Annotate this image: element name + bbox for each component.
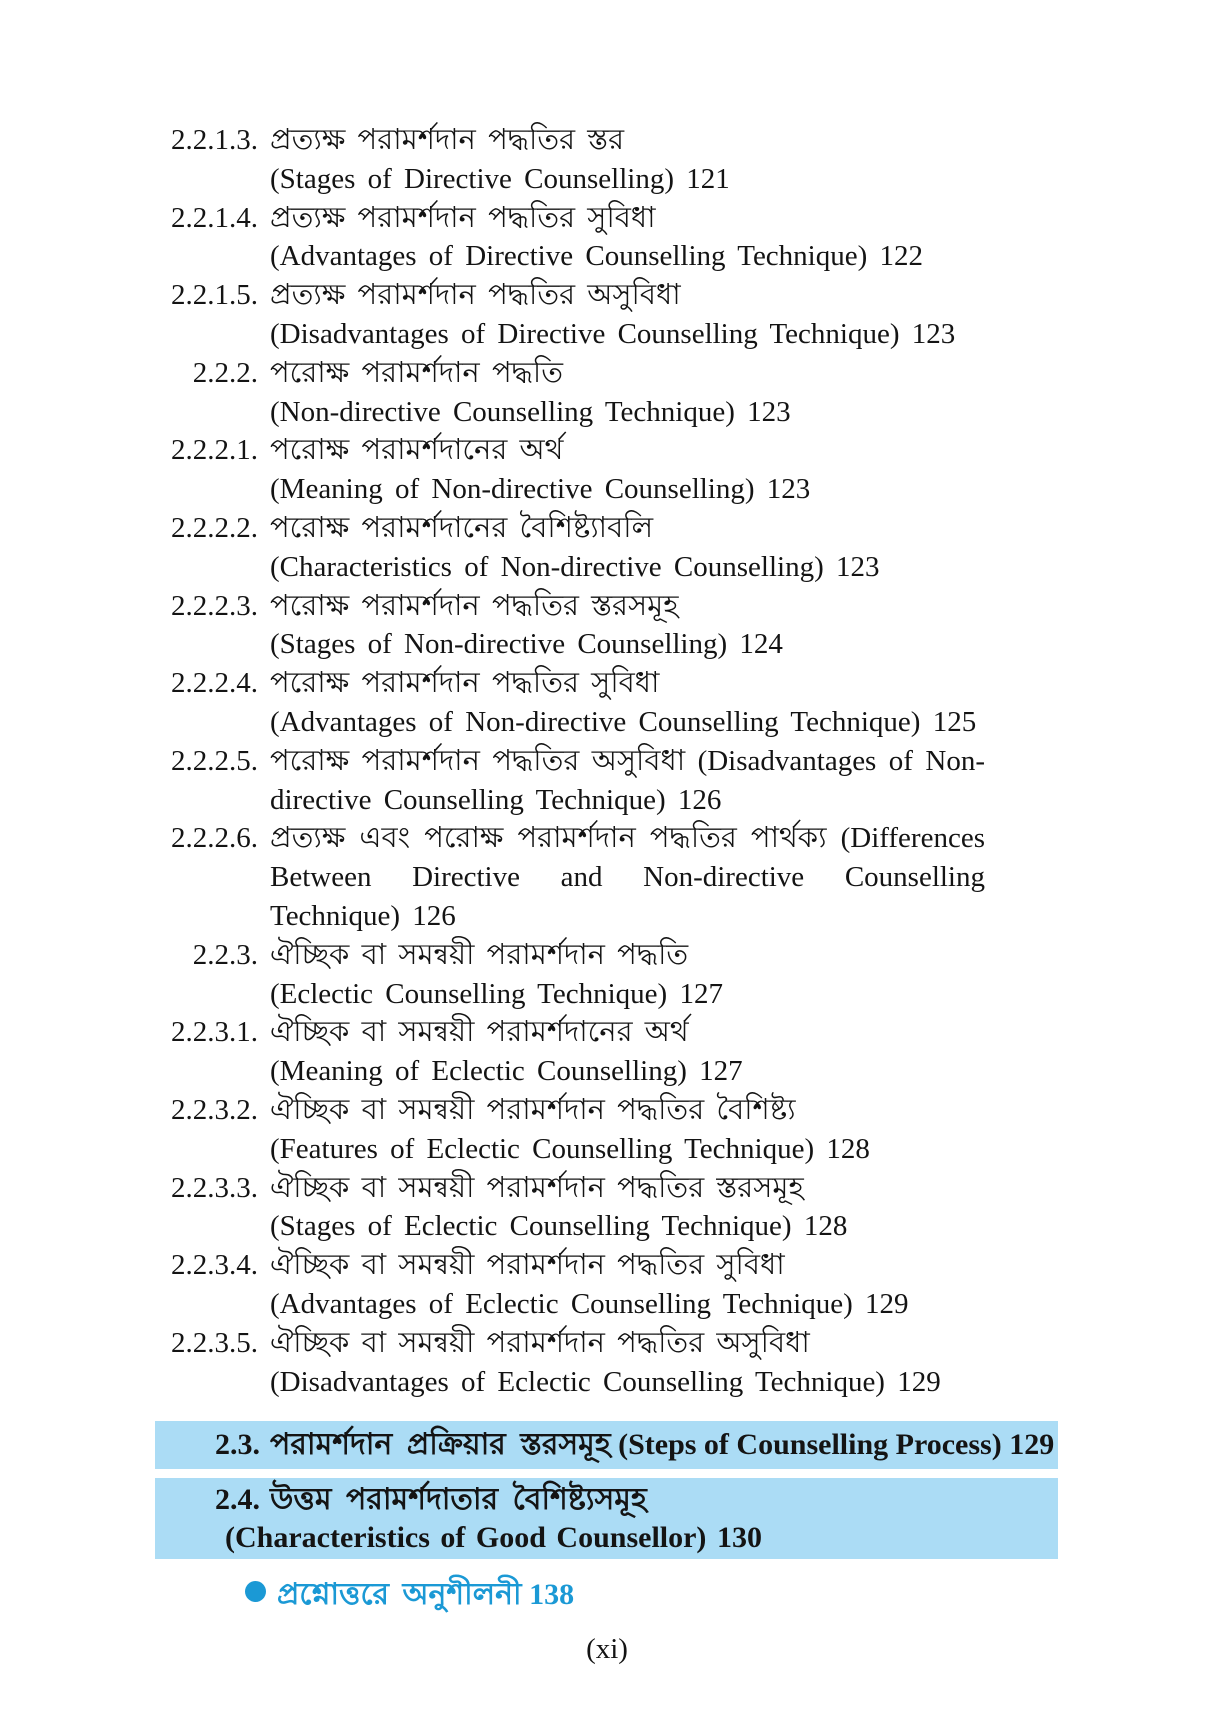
entry-number: 2.2.3.3. <box>171 1171 258 1204</box>
entry-english-text: (Advantages of Eclectic Counselling Technique) <box>270 1287 853 1320</box>
entry-number: 2.2.3.4. <box>171 1249 258 1282</box>
entry-bengali-line: ঐচ্ছিক বা সমন্বয়ী পরামর্শদান পদ্ধতির সুবিধা <box>270 1249 785 1282</box>
toc-entry <box>155 276 985 354</box>
entry-page-number: 123 <box>766 473 811 506</box>
entry-page-number: 127 <box>679 977 723 1010</box>
entry-number: 2.4. <box>215 1483 260 1516</box>
entry-english-text: (Disadvantages of Directive Counselling Technique) <box>270 317 900 350</box>
entry-english-line <box>270 1052 985 1091</box>
entry-bengali-line: ঐচ্ছিক বা সমন্বয়ী পরামর্শদান পদ্ধতি <box>270 938 689 971</box>
toc-entry <box>155 1169 985 1247</box>
highlight-row-good-counsellor <box>155 1478 1058 1559</box>
entry-english-text: (Steps of Counselling Process) <box>618 1428 1002 1461</box>
entry-english-text: (Characteristics of Non-directive Counselling) <box>270 550 824 583</box>
entry-english-line <box>270 1130 985 1169</box>
entry-english-text: (Non-directive Counselling Technique) <box>270 395 735 428</box>
highlight-row-content <box>155 1478 1058 1557</box>
entry-number: 2.2.2.6. <box>171 822 258 855</box>
entry-line: Technique) 126 <box>270 899 456 932</box>
entry-english-text: (Characteristics of Good Counsellor) <box>225 1521 707 1554</box>
toc-entry <box>155 664 985 742</box>
entry-english-text: (Eclectic Counselling Technique) <box>270 977 668 1010</box>
highlight-row-content <box>155 1421 1058 1469</box>
entry-english-line <box>270 1285 985 1324</box>
toc-list <box>155 121 985 1401</box>
entry-english-line <box>270 1363 985 1402</box>
entry-english-line <box>270 625 985 664</box>
entry-number: 2.2.3.1. <box>171 1016 258 1049</box>
entry-line: প্রত্যক্ষ এবং পরোক্ষ পরামর্শদান পদ্ধতির পার্থক্য (Differences <box>270 822 985 855</box>
toc-entry <box>155 936 985 1014</box>
entry-english-line <box>270 975 985 1014</box>
entry-number: 2.2.1.4. <box>171 201 258 234</box>
entry-english-text: (Stages of Directive Counselling) <box>270 162 674 195</box>
entry-number: 2.2.2.5. <box>171 744 258 777</box>
exercise-bullet-row <box>245 1576 574 1614</box>
entry-english-text: (Meaning of Non-directive Counselling) <box>270 473 755 506</box>
entry-bengali-line: পরোক্ষ পরামর্শদান পদ্ধতির স্তরসমূহ <box>270 589 679 622</box>
entry-page-number: 129 <box>1009 1428 1055 1461</box>
entry-number: 2.2.2.1. <box>171 434 258 467</box>
entry-bengali-line: পরোক্ষ পরামর্শদানের বৈশিষ্ট্যাবলি <box>270 511 654 544</box>
entry-page-number: 122 <box>879 240 924 273</box>
entry-english-line <box>225 1519 1058 1557</box>
entry-number: 2.3. <box>215 1428 260 1461</box>
toc-entry <box>155 1091 985 1169</box>
entry-english-text: (Advantages of Directive Counselling Technique) <box>270 240 868 273</box>
entry-english-text: (Disadvantages of Eclectic Counselling Technique) <box>270 1365 885 1398</box>
entry-page-number: 123 <box>911 317 956 350</box>
entry-page-number: 121 <box>686 162 730 195</box>
entry-bengali-text: উত্তম পরামর্শদাতার বৈশিষ্ট্যসমূহ <box>270 1483 647 1516</box>
entry-english-line <box>270 703 985 742</box>
entry-english-line <box>270 1207 985 1246</box>
entry-page-number: 129 <box>865 1287 909 1320</box>
entry-english-line <box>270 393 985 432</box>
entry-english-line <box>270 548 985 587</box>
entry-page-number: 123 <box>836 550 880 583</box>
entry-english-line <box>270 160 985 199</box>
entry-bengali-line: প্রত্যক্ষ পরামর্শদান পদ্ধতির অসুবিধা <box>270 279 681 312</box>
entry-bengali-text: পরামর্শদান প্রক্রিয়ার স্তরসমূহ <box>270 1428 611 1461</box>
entry-bengali-line: প্রত্যক্ষ পরামর্শদান পদ্ধতির সুবিধা <box>270 201 656 234</box>
entry-number: 2.2.1.3. <box>171 124 258 156</box>
highlight-row-steps-of-counselling <box>155 1421 1058 1469</box>
bullet-dot-icon <box>245 1581 266 1602</box>
toc-entry <box>155 819 985 935</box>
entry-page-number: 124 <box>739 628 783 661</box>
entry-number: 2.2.2.2. <box>171 511 258 544</box>
toc-entry <box>155 742 985 820</box>
toc-entry <box>155 431 985 509</box>
entry-bengali-line: প্রত্যক্ষ পরামর্শদান পদ্ধতির স্তর <box>270 124 625 156</box>
toc-entry <box>155 199 985 277</box>
entry-number: 2.2.3.2. <box>171 1093 258 1126</box>
entry-english-line <box>270 470 985 509</box>
entry-line: পরোক্ষ পরামর্শদান পদ্ধতির অসুবিধা (Disadvantages of Non- <box>270 744 985 777</box>
entry-number: 2.2.2. <box>192 356 258 389</box>
exercise-page-number: 138 <box>529 1578 575 1611</box>
entry-number: 2.2.2.4. <box>171 667 258 700</box>
entry-line: directive Counselling Technique) 126 <box>270 783 722 816</box>
entry-bengali-line: ঐচ্ছিক বা সমন্বয়ী পরামর্শদানের অর্থ <box>270 1016 689 1049</box>
entry-page-number: 129 <box>897 1365 941 1398</box>
entry-page-number: 123 <box>747 395 791 428</box>
entry-page-number: 125 <box>932 705 977 738</box>
toc-entry <box>155 121 985 199</box>
toc-entry <box>155 587 985 665</box>
entry-english-text: (Advantages of Non-directive Counselling Technique) <box>270 705 921 738</box>
entry-english-text: (Features of Eclectic Counselling Technique) <box>270 1132 815 1165</box>
entry-english-text: (Meaning of Eclectic Counselling) <box>270 1055 687 1088</box>
entry-bengali-line: পরোক্ষ পরামর্শদানের অর্থ <box>270 434 564 467</box>
toc-entry <box>155 1013 985 1091</box>
entry-page-number: 130 <box>716 1521 762 1554</box>
entry-bengali-line: পরোক্ষ পরামর্শদান পদ্ধতি <box>270 356 563 389</box>
entry-number: 2.2.3. <box>192 938 258 971</box>
entry-english-line <box>270 237 985 276</box>
entry-english-text: (Stages of Non-directive Counselling) <box>270 628 728 661</box>
toc-entry <box>155 354 985 432</box>
entry-bengali-line: পরোক্ষ পরামর্শদান পদ্ধতির সুবিধা <box>270 667 660 700</box>
toc-entry <box>155 1324 985 1402</box>
entry-page-number: 127 <box>699 1055 743 1088</box>
exercise-label: প্রশ্নোত্তরে অনুশীলনী <box>277 1578 522 1611</box>
toc-entry <box>155 1246 985 1324</box>
entry-page-number: 128 <box>826 1132 870 1165</box>
entry-bengali-line: ঐচ্ছিক বা সমন্বয়ী পরামর্শদান পদ্ধতির বৈশিষ্ট্য <box>270 1093 796 1126</box>
entry-number: 2.2.3.5. <box>171 1326 258 1359</box>
toc-entry <box>155 509 985 587</box>
footer-page-number: (xi) <box>586 1633 628 1665</box>
entry-english-text: (Stages of Eclectic Counselling Technique) <box>270 1210 792 1243</box>
entry-number: 2.2.2.3. <box>171 589 258 622</box>
entry-number: 2.2.1.5. <box>171 279 258 312</box>
entry-bengali-line: ঐচ্ছিক বা সমন্বয়ী পরামর্শদান পদ্ধতির স্তরসমূহ <box>270 1171 804 1204</box>
entry-bengali-line: ঐচ্ছিক বা সমন্বয়ী পরামর্শদান পদ্ধতির অসুবিধা <box>270 1326 810 1359</box>
entry-line: Between Directive and Non-directive Counselling <box>270 861 985 894</box>
entry-page-number: 128 <box>803 1210 848 1243</box>
entry-english-line <box>270 315 985 354</box>
